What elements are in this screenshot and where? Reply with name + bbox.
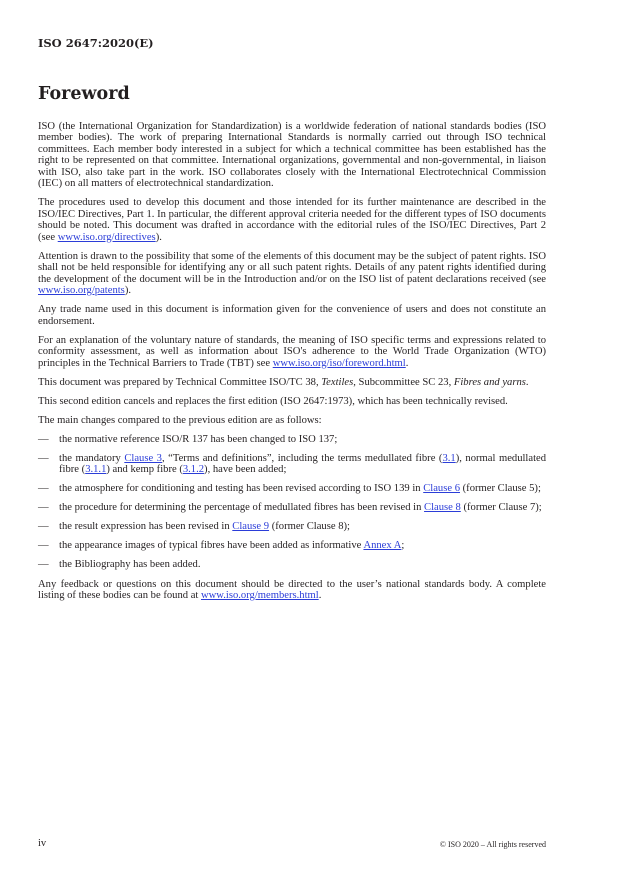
text-run: ) and kemp fibre ( xyxy=(106,464,183,476)
text-run: ), have been added; xyxy=(204,464,287,476)
document-id: ISO 2647:2020(E) xyxy=(38,36,154,50)
list-dash: — xyxy=(38,559,49,571)
list-item xyxy=(38,540,546,551)
paragraph xyxy=(38,377,546,388)
hyperlink[interactable]: 3.1 xyxy=(442,452,456,464)
list-item-text xyxy=(59,502,546,513)
text-run: This second edition cancels and replaces the first edition (ISO 2647:1973), which has been technically revised. xyxy=(38,395,508,407)
text-run: . xyxy=(405,357,409,369)
list-dash: — xyxy=(38,502,49,514)
text-run: ), normal medullated fibre ( xyxy=(59,452,547,476)
text-run: Any trade name used in this document is information given for the convenience of users and does not constitute an endorsement. xyxy=(38,304,546,327)
list-item xyxy=(38,559,546,570)
paragraph xyxy=(38,304,546,327)
paragraph xyxy=(38,251,546,297)
text-run: the appearance images of typical fibres have been added as informative xyxy=(59,540,364,552)
hyperlink[interactable]: www.iso.org/patents xyxy=(38,285,125,297)
list-item xyxy=(38,502,546,513)
list-item xyxy=(38,521,546,532)
list-item-text xyxy=(59,540,546,551)
text-run: (former Clause 5); xyxy=(460,483,541,495)
list-item xyxy=(38,453,546,476)
hyperlink[interactable]: Annex A xyxy=(363,540,402,552)
hyperlink[interactable]: Clause 9 xyxy=(232,521,270,533)
list-item-text xyxy=(59,483,546,494)
list-item-text xyxy=(59,453,546,476)
list-item-text xyxy=(59,559,546,570)
italic-text: Fibres and yarns xyxy=(453,376,526,388)
text-run: the normative reference ISO/R 137 has been changed to ISO 137; xyxy=(59,433,338,445)
text-run: the atmosphere for conditioning and testing has been revised according to ISO 139 in xyxy=(59,483,424,495)
text-run: ; xyxy=(401,540,405,552)
text-run: the procedure for determining the percentage of medullated fibres has been revised in xyxy=(59,502,425,514)
text-run: (former Clause 7); xyxy=(460,502,542,514)
text-run: ). xyxy=(124,285,131,297)
paragraph xyxy=(38,335,546,369)
hyperlink[interactable]: 3.1.2 xyxy=(182,464,205,476)
text-run: Any feedback or questions on this document should be directed to the user’s national standards body. A complete listing of these bodies can be found at xyxy=(38,578,546,601)
text-run: , “Terms and definitions”, including the terms medullated fibre ( xyxy=(161,452,443,464)
list-dash: — xyxy=(38,540,49,552)
text-run: ). xyxy=(155,231,162,243)
list-dash: — xyxy=(38,452,49,464)
hyperlink[interactable]: www.iso.org/directives xyxy=(57,231,156,243)
page-title: Foreword xyxy=(38,84,130,104)
list-item xyxy=(38,434,546,445)
text-run: Attention is drawn to the possibility that some of the elements of this document may be the subject of patent rights. ISO shall not be held responsible for identifying any or all such patent rights. Details of any patent rights identified during the development of the document will be in the Introduction and/or on the ISO list of patent declarations received (see xyxy=(38,250,546,285)
text-run: ISO (the International Organization for Standardization) is a worldwide federation of national standards bodies (ISO member bodies). The work of preparing International Standards is normally carried out through ISO technical committees. Each member body interested in a subject for which a technical committee has been established has the right to be represented on that committee. International organizations, governmental and non-governmental, in liaison with ISO, also take part in the work. ISO collaborates closely with the International Electrotechnical Commission (IEC) on all matters of electrotechnical standardization. xyxy=(38,121,546,190)
text-run: . xyxy=(318,589,322,601)
text-run: the Bibliography has been added. xyxy=(59,559,201,571)
text-run: The main changes compared to the previous edition are as follows: xyxy=(38,414,322,426)
text-run: the mandatory xyxy=(59,452,125,464)
list-item-text xyxy=(59,434,546,445)
text-run: (former Clause 8); xyxy=(269,521,350,533)
hyperlink[interactable]: www.iso.org/members.html xyxy=(201,589,319,601)
hyperlink[interactable]: Clause 8 xyxy=(424,502,461,514)
text-run: The procedures used to develop this document and those intended for its further maintenance are described in the ISO/IEC Directives, Part 1. In particular, the different approval criteria needed for the different types of ISO documents should be noted. This document was drafted in accordance with the editorial rules of the ISO/IEC Directives, Part 2 (see xyxy=(38,197,546,243)
hyperlink[interactable]: www.iso.org/iso/foreword.html xyxy=(272,357,406,369)
italic-text: Textiles xyxy=(321,376,354,388)
paragraph xyxy=(38,121,546,190)
text-run: . xyxy=(525,376,529,388)
copyright-notice: © ISO 2020 – All rights reserved xyxy=(439,840,546,849)
list-item-text xyxy=(59,521,546,532)
text-run: This document was prepared by Technical Committee ISO/TC 38, xyxy=(38,376,322,388)
list-dash: — xyxy=(38,433,49,445)
foreword-body xyxy=(38,121,546,609)
paragraph xyxy=(38,396,546,407)
paragraph xyxy=(38,415,546,426)
paragraph xyxy=(38,579,546,602)
hyperlink[interactable]: 3.1.1 xyxy=(85,464,107,476)
hyperlink[interactable]: Clause 6 xyxy=(423,483,460,495)
text-run: , Subcommittee SC 23, xyxy=(353,376,454,388)
list-dash: — xyxy=(38,483,49,495)
list-item xyxy=(38,483,546,494)
text-run: the result expression has been revised in xyxy=(59,521,233,533)
list-dash: — xyxy=(38,521,49,533)
text-run: For an explanation of the voluntary nature of standards, the meaning of ISO specific terms and expressions related to conformity assessment, as well as information about ISO's adherence to the World Trade Organization (WTO) principles in the Technical Barriers to Trade (TBT) see xyxy=(38,334,546,369)
hyperlink[interactable]: Clause 3 xyxy=(124,452,162,464)
paragraph xyxy=(38,197,546,243)
page-number: iv xyxy=(38,838,47,849)
